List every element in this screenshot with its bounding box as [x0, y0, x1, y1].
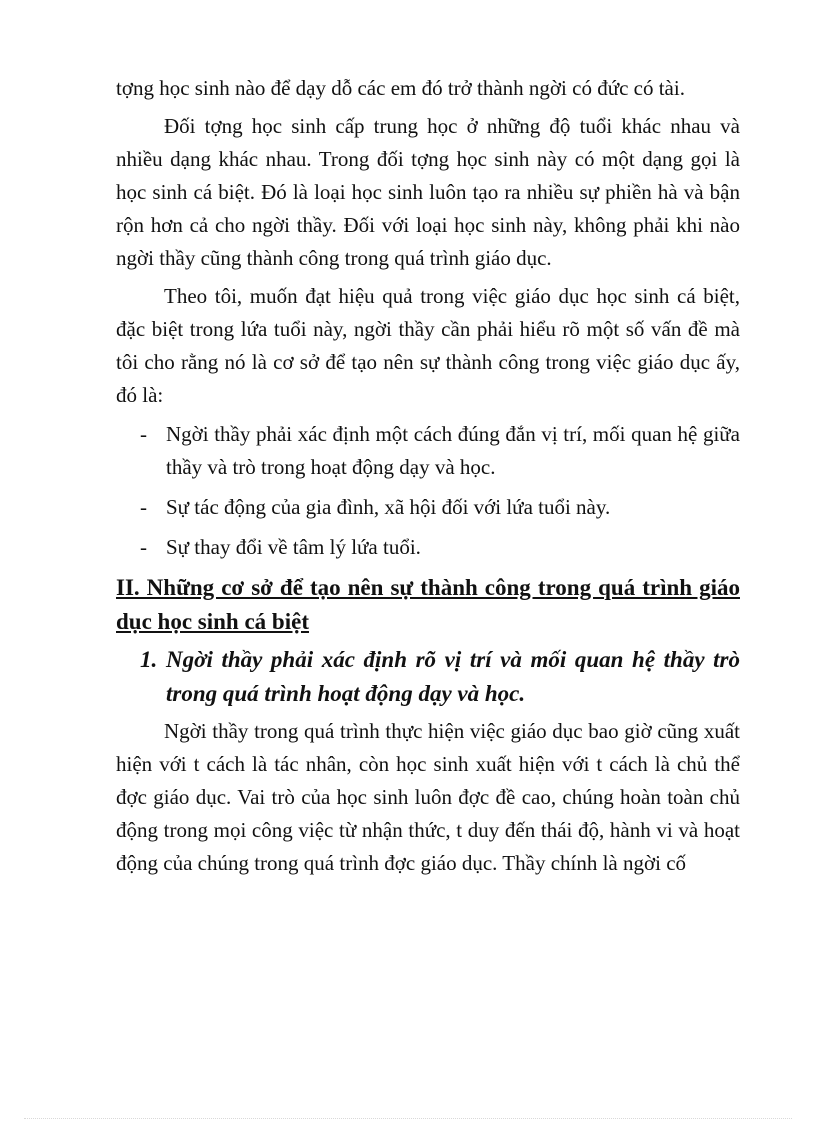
subsection-number: 1. — [140, 647, 158, 672]
bullet-list — [116, 418, 740, 564]
list-item — [116, 418, 740, 484]
paragraph-intro: tợng học sinh nào để dạy dỗ các em đó trở thành ngời có đức có tài. — [116, 76, 685, 100]
subsection-heading-text: Ngời thầy phải xác định rõ vị trí và mối quan hệ thầy trò trong quá trình hoạt động dạy và học. — [166, 647, 740, 706]
section-heading: II. Những cơ sở để tạo nên sự thành công trong quá trình giáo dục học sinh cá biệt — [116, 575, 740, 634]
document-page — [116, 72, 740, 885]
page-bottom-rule — [24, 1118, 792, 1119]
bullet-dash: - — [140, 495, 147, 519]
list-item — [116, 531, 740, 564]
paragraph-1: Đối tợng học sinh cấp trung học ở những độ tuổi khác nhau và nhiều dạng khác nhau. Trong đối tợng học sinh này có một dạng gọi là học sinh cá biệt. Đó là loại học sinh luôn tạo ra nhiều sự phiền hà và bận rộn hơn cả cho ngời thầy. Đối với loại học sinh này, không phải khi nào ngời thầy cũng thành công trong quá trình giáo dục. — [116, 114, 740, 270]
paragraph-2: Theo tôi, muốn đạt hiệu quả trong việc giáo dục học sinh cá biệt, đặc biệt trong lứa tuổi này, ngời thầy cần phải hiểu rõ một số vấn đề mà tôi cho rằng nó là cơ sở để tạo nên sự thành công trong việc giáo dục ấy, đó là: — [116, 284, 740, 407]
paragraph-3: Ngời thầy trong quá trình thực hiện việc giáo dục bao giờ cũng xuất hiện với t cách là tác nhân, còn học sinh xuất hiện với t cách là chủ thể đợc giáo dục. Vai trò của học sinh luôn đợc đề cao, chúng hoàn toàn chủ động trong mọi công việc từ nhận thức, t duy đến thái độ, hành vi và hoạt động của chúng trong quá trình đợc giáo dục. Thầy chính là ngời cố — [116, 719, 740, 875]
bullet-dash: - — [140, 535, 147, 559]
list-item — [116, 491, 740, 524]
bullet-text: Ngời thầy phải xác định một cách đúng đắn vị trí, mối quan hệ giữa thầy và trò trong hoạt động dạy và học. — [166, 422, 740, 479]
bullet-text: Sự tác động của gia đình, xã hội đối với lứa tuổi này. — [166, 495, 611, 519]
bullet-text: Sự thay đổi về tâm lý lứa tuổi. — [166, 535, 421, 559]
subsection-heading — [116, 643, 740, 711]
bullet-dash: - — [140, 422, 147, 446]
